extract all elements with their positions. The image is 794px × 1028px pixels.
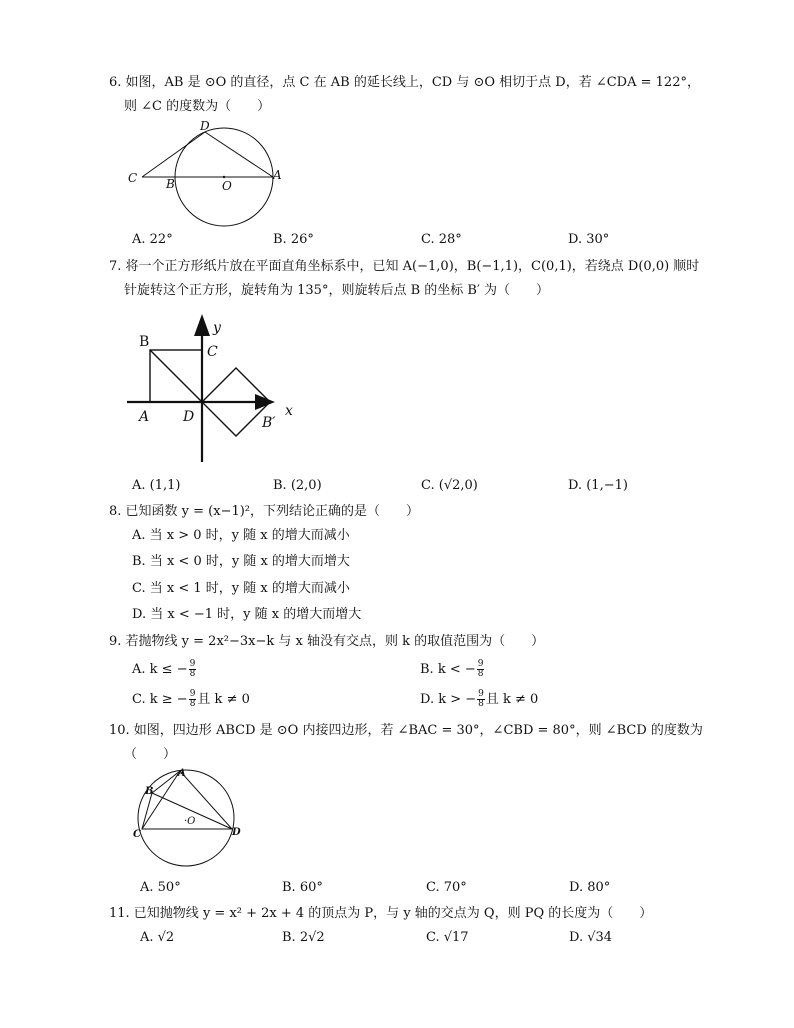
q8-option-c: C. 当 x < 1 时，y 随 x 的增大而减小 — [132, 581, 350, 596]
q10-figure — [130, 766, 246, 870]
q8-option-b: B. 当 x < 0 时，y 随 x 的增大而增大 — [132, 554, 350, 569]
q7-label-a: A — [139, 409, 150, 425]
q9-option-c-suffix: 且 k ≠ 0 — [197, 692, 250, 707]
q11-option-d: D. √34 — [569, 930, 613, 945]
q6-label-c: C — [128, 171, 138, 185]
q7-label-x: x — [285, 403, 293, 419]
q7-stem-line1: 7. 将一个正方形纸片放在平面直角坐标系中，已知 A(−1,0)，B(−1,1)，C(0,1)，若绕点 D(0,0) 顺时 — [109, 259, 700, 274]
q6-stem-line1: 6. 如图，AB 是 ⊙O 的直径，点 C 在 AB 的延长线上，CD 与 ⊙O 相切于点 D，若 ∠CDA = 122°， — [109, 75, 700, 90]
q10-stem-line2: （ ） — [124, 747, 177, 762]
q11-option-c: C. √17 — [426, 930, 469, 945]
q7-label-bprime: B′ — [262, 415, 276, 431]
q7-stem-line2: 针旋转这个正方形，旋转角为 135°，则旋转后点 B 的坐标 B′ 为（ ） — [124, 283, 550, 298]
q10-label-o: ·O — [184, 816, 196, 827]
q9-stem: 9. 若抛物线 y = 2x²−3x−k 与 x 轴没有交点，则 k 的取值范围为（ ） — [109, 634, 545, 649]
q7-diagonal-bd — [150, 350, 202, 402]
q10-option-a: A. 50° — [140, 880, 181, 895]
q8-option-d: D. 当 x < −1 时，y 随 x 的增大而增大 — [132, 607, 362, 622]
q7-option-c: C. (√2,0) — [421, 478, 478, 493]
q6-label-d: D — [200, 119, 210, 133]
q9-option-a-text: A. k ≤ − — [132, 662, 188, 677]
q7-option-d: D. (1,−1) — [568, 478, 628, 493]
q9-option-c — [132, 690, 250, 709]
q10-option-d: D. 80° — [569, 880, 611, 895]
q10-label-c: C — [133, 829, 141, 840]
q6-label-o: O — [222, 179, 232, 193]
q6-figure — [120, 116, 292, 232]
q7-option-b: B. (2,0) — [273, 478, 322, 493]
q9-option-b — [420, 660, 485, 679]
q6-label-b: B — [166, 177, 175, 191]
q7-figure — [125, 312, 310, 464]
q9-option-d — [420, 690, 538, 709]
q9-option-d-text: D. k > − — [420, 692, 477, 707]
q9-option-b-fraction: $\frac{9}{8}$ — [477, 659, 484, 679]
q7-label-d: D — [183, 409, 195, 425]
q10-label-b: B — [145, 786, 154, 797]
q7-y-arrow — [194, 314, 210, 336]
q10-option-b: B. 60° — [282, 880, 323, 895]
q6-option-a: A. 22° — [132, 232, 173, 247]
q9-option-b-text: B. k < − — [420, 662, 476, 677]
q10-label-a: A — [178, 768, 186, 779]
q6-label-a: A — [273, 168, 282, 182]
q8-stem: 8. 已知函数 y = (x−1)²，下列结论正确的是（ ） — [109, 504, 420, 519]
q10-diagonal-ac — [142, 771, 180, 829]
q7-option-a: A. (1,1) — [132, 478, 181, 493]
q6-center-dot — [223, 176, 225, 178]
q10-stem-line1: 10. 如图，四边形 ABCD 是 ⊙O 内接四边形，若 ∠BAC = 30°，∠CBD = 80°，则 ∠BCD 的度数为 — [109, 723, 703, 738]
q6-option-c: C. 28° — [421, 232, 462, 247]
q11-option-b: B. 2√2 — [282, 930, 325, 945]
q9-option-d-suffix: 且 k ≠ 0 — [485, 692, 539, 707]
q6-stem-line2: 则 ∠C 的度数为（ ） — [124, 99, 271, 114]
q9-option-c-text: C. k ≥ − — [132, 692, 188, 707]
q9-option-a — [132, 660, 197, 679]
q10-label-d: D — [232, 827, 241, 838]
q6-chord-da — [205, 132, 273, 177]
q6-option-d: D. 30° — [568, 232, 610, 247]
q9-option-d-fraction: $\frac{9}{8}$ — [478, 689, 484, 709]
q6-option-b: B. 26° — [273, 232, 314, 247]
q8-option-a: A. 当 x > 0 时，y 随 x 的增大而减小 — [132, 528, 350, 543]
q7-label-b: B — [139, 334, 150, 350]
q7-label-c: C — [207, 344, 218, 360]
q11-stem: 11. 已知抛物线 y = x² + 2x + 4 的顶点为 P，与 y 轴的交点为 Q，则 PQ 的长度为（ ） — [109, 906, 653, 921]
q10-option-c: C. 70° — [426, 880, 467, 895]
q11-option-a: A. √2 — [140, 930, 175, 945]
q9-option-a-fraction: $\frac{9}{8}$ — [189, 659, 196, 679]
q9-option-c-fraction: $\frac{9}{8}$ — [189, 689, 196, 709]
q6-tangent-cd — [142, 132, 205, 177]
q7-label-y: y — [213, 320, 221, 336]
